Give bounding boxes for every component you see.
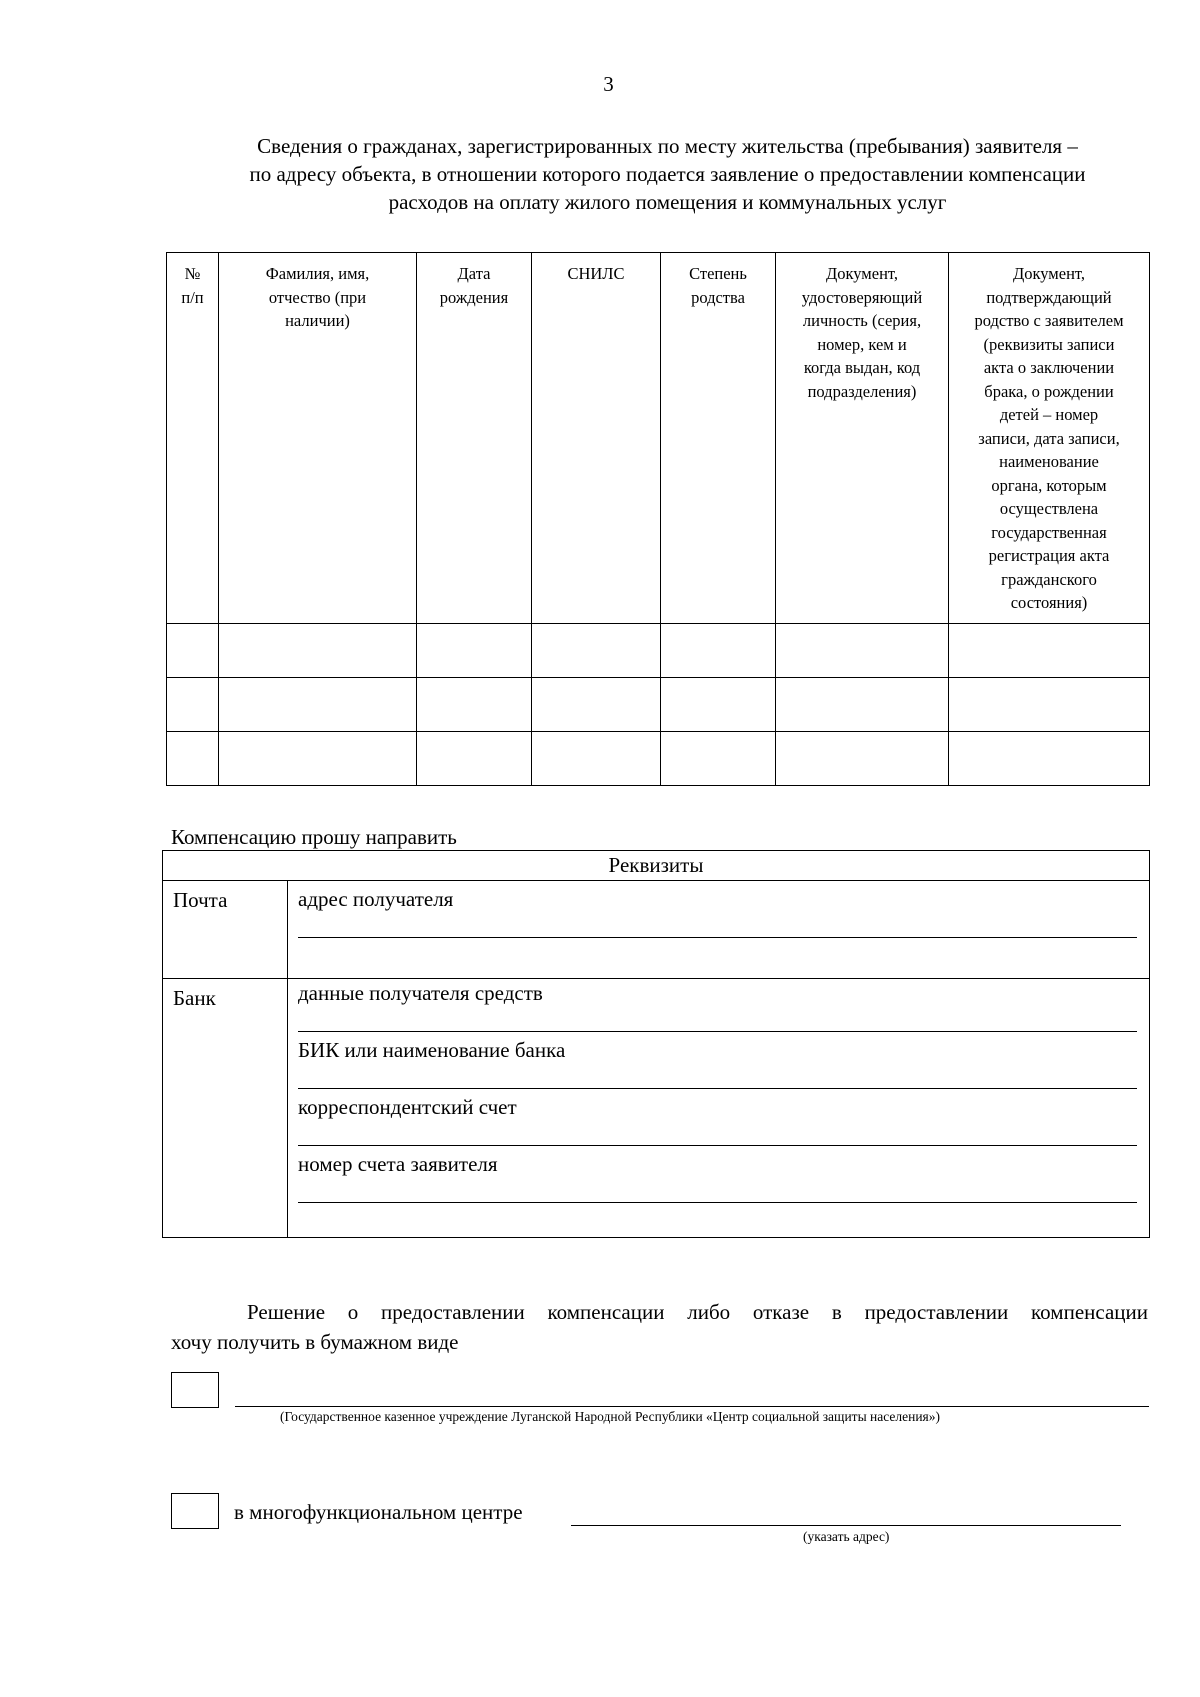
header-full-name: Фамилия, имя, отчество (при наличии) — [219, 253, 417, 624]
table-row — [167, 731, 1150, 785]
correspondent-account-field[interactable] — [298, 1121, 1137, 1146]
table-cell[interactable] — [661, 677, 776, 731]
mfc-address-caption: (указать адрес) — [803, 1529, 890, 1544]
table-cell[interactable] — [219, 623, 417, 677]
bank-bic-field[interactable] — [298, 1064, 1137, 1089]
institution-checkbox[interactable] — [171, 1372, 219, 1408]
header-birth-date: Дата рождения — [417, 253, 532, 624]
institution-caption: (Государственное казенное учреждение Луганской Народной Республики «Центр социальной защиты населения») — [280, 1409, 941, 1424]
table-cell[interactable] — [219, 677, 417, 731]
bank-label: Банк — [163, 979, 288, 1238]
citizens-table — [166, 252, 1150, 786]
table-cell[interactable] — [949, 731, 1150, 785]
mfc-label: в многофункциональном центре — [234, 1500, 523, 1524]
decision-line-2: хочу получить в бумажном виде — [171, 1330, 459, 1354]
recipient-address-label: адрес получателя — [298, 887, 454, 911]
header-snils: СНИЛС — [532, 253, 661, 624]
compensation-label: Компенсацию прошу направить — [171, 825, 457, 849]
title-line-3: расходов на оплату жилого помещения и коммунальных услуг — [388, 190, 947, 214]
decision-paragraph — [171, 1297, 1148, 1357]
post-label: Почта — [163, 881, 288, 979]
header-kinship-document: Документ, подтверждающий родство с заявителем (реквизиты записи акта о заключении брака, о рождении детей – номер записи, дата записи, наименование органа, которым осуществлена государственная регистрация акта гражданского состояния) — [949, 253, 1150, 624]
applicant-account-label: номер счета заявителя — [298, 1152, 498, 1176]
table-cell[interactable] — [776, 623, 949, 677]
funds-recipient-label: данные получателя средств — [298, 981, 543, 1005]
header-number: № п/п — [167, 253, 219, 624]
header-identity-document: Документ, удостоверяющий личность (серия, номер, кем и когда выдан, код подразделения) — [776, 253, 949, 624]
table-cell[interactable] — [661, 623, 776, 677]
table-cell[interactable] — [949, 623, 1150, 677]
table-cell[interactable] — [661, 731, 776, 785]
section-title — [165, 132, 1170, 216]
decision-line-1: Решение о предоставлении компенсации либо отказе в предоставлении компенсации — [247, 1300, 1148, 1324]
recipient-address-field[interactable] — [298, 913, 1137, 938]
table-cell[interactable] — [219, 731, 417, 785]
requisites-header: Реквизиты — [163, 851, 1150, 881]
table-cell[interactable] — [532, 677, 661, 731]
applicant-account-field[interactable] — [298, 1178, 1137, 1203]
table-cell[interactable] — [167, 731, 219, 785]
title-line-1: Сведения о гражданах, зарегистрированных по месту жительства (пребывания) заявителя – — [257, 134, 1078, 158]
table-cell[interactable] — [776, 677, 949, 731]
table-cell[interactable] — [532, 623, 661, 677]
page-number: 3 — [603, 72, 614, 96]
table-cell[interactable] — [417, 623, 532, 677]
funds-recipient-field[interactable] — [298, 1007, 1137, 1032]
post-fields — [288, 881, 1150, 979]
citizens-table-header-row — [167, 253, 1150, 624]
mfc-checkbox[interactable] — [171, 1493, 219, 1529]
table-cell[interactable] — [532, 731, 661, 785]
table-cell[interactable] — [949, 677, 1150, 731]
table-cell[interactable] — [167, 677, 219, 731]
requisites-table — [162, 850, 1150, 1238]
title-line-2: по адресу объекта, в отношении которого подается заявление о предоставлении компенсации — [249, 162, 1086, 186]
bank-bic-label: БИК или наименование банка — [298, 1038, 566, 1062]
correspondent-account-label: корреспондентский счет — [298, 1095, 517, 1119]
table-cell[interactable] — [776, 731, 949, 785]
table-cell[interactable] — [167, 623, 219, 677]
institution-line[interactable] — [235, 1378, 1149, 1407]
table-cell[interactable] — [417, 731, 532, 785]
bank-fields — [288, 979, 1150, 1238]
table-row — [167, 677, 1150, 731]
table-row — [167, 623, 1150, 677]
mfc-address-field[interactable] — [571, 1500, 1121, 1526]
header-relationship: Степень родства — [661, 253, 776, 624]
table-cell[interactable] — [417, 677, 532, 731]
